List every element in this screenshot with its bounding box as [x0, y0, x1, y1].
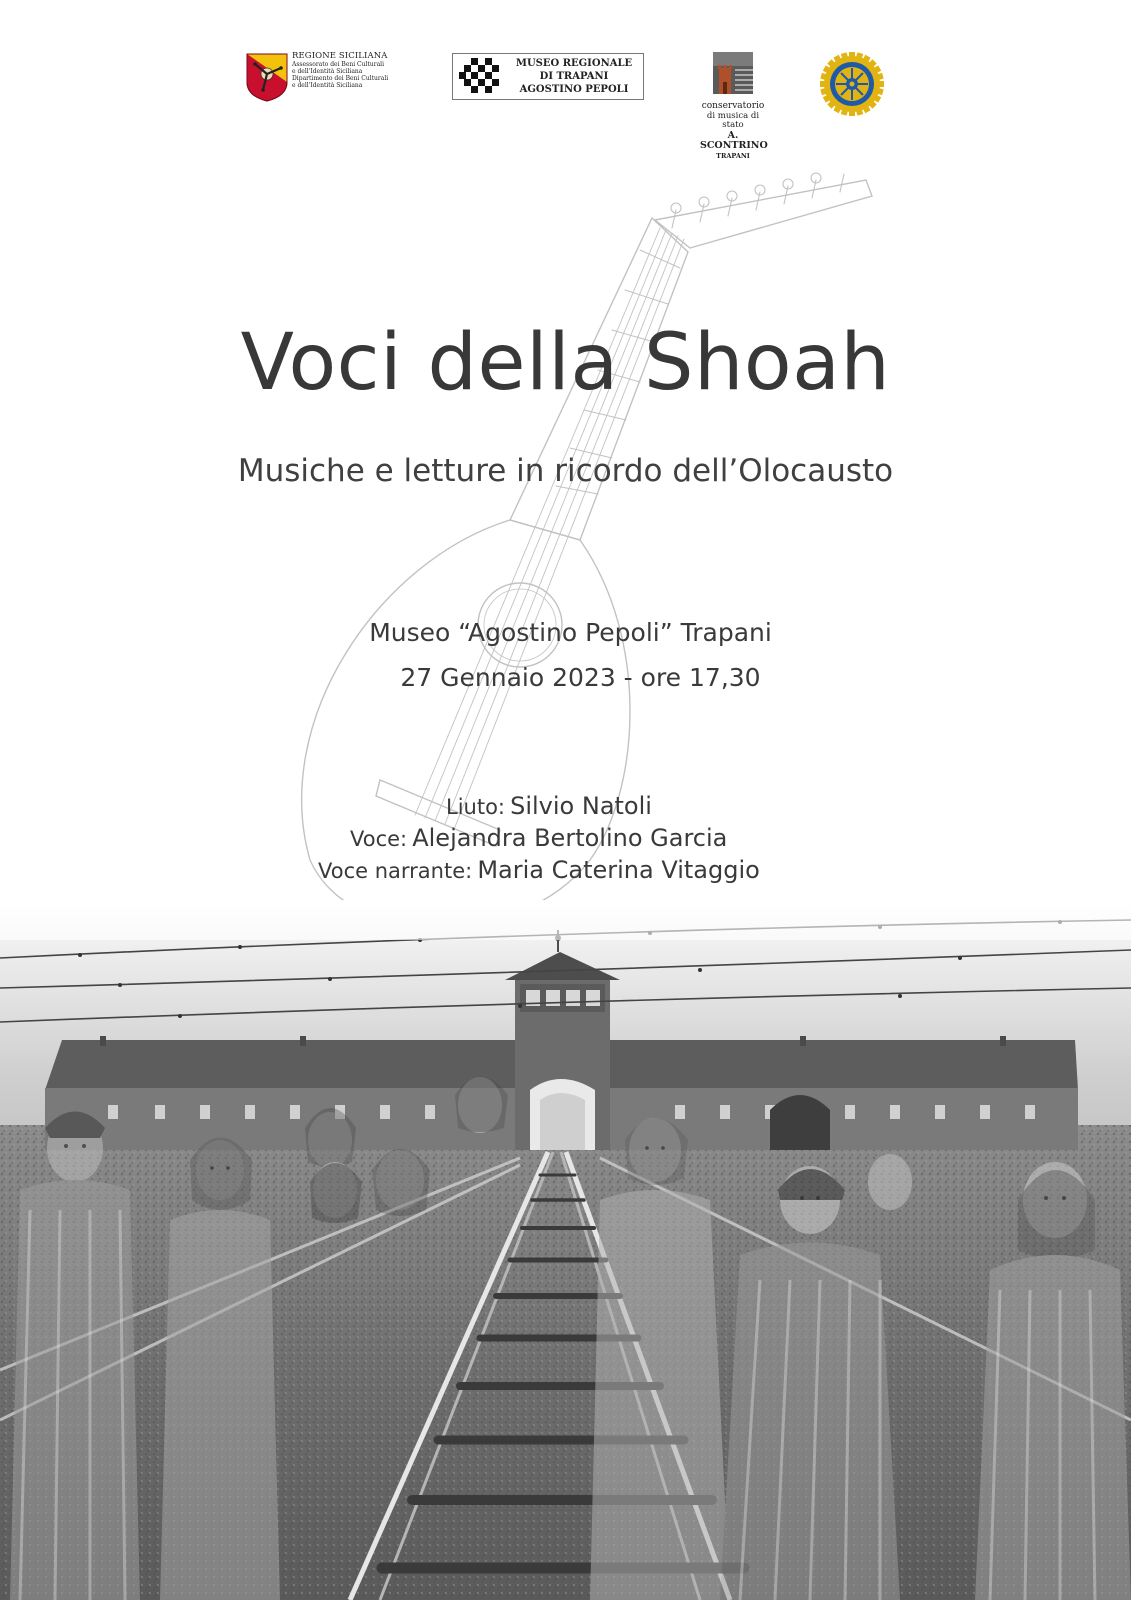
museo-logo-line: AGOSTINO PEPOLI: [519, 84, 629, 95]
credit-role: Liuto:: [446, 795, 506, 819]
credit-name: Silvio Natoli: [510, 792, 652, 820]
region-line: e dell'Identità Siciliana: [292, 67, 363, 75]
region-line: e dell'Identità Siciliana: [292, 81, 363, 89]
event-date: 27 Gennaio 2023 - ore 17,30: [400, 663, 761, 692]
region-line: Assessorato dei Beni Culturali: [292, 60, 384, 68]
event-subtitle: Musiche e letture in ricordo dell’Olocausto: [237, 453, 894, 489]
museo-pepoli-logo: [452, 53, 644, 100]
trinacria-shield-icon: [245, 52, 289, 102]
regione-siciliana-logo: [245, 52, 395, 104]
conservatorio-city: TRAPANI: [716, 152, 750, 161]
credit-narrator: [318, 856, 760, 884]
checker-pattern-icon: [459, 58, 503, 96]
credit-name: Maria Caterina Vitaggio: [477, 856, 760, 884]
credit-name: Alejandra Bertolino Garcia: [412, 824, 728, 852]
conservatorio-logo: [700, 52, 768, 161]
region-line: Dipartimento dei Beni Culturali: [292, 74, 389, 82]
rotary-logo: [820, 52, 884, 116]
credit-lute: [446, 792, 652, 820]
event-venue: Museo “Agostino Pepoli” Trapani: [369, 618, 772, 647]
museo-logo-line: DI TRAPANI: [539, 71, 609, 82]
memorial-photo: [0, 900, 1131, 1600]
conservatorio-line: conservatorio: [701, 101, 765, 111]
credit-role: Voce:: [350, 827, 408, 851]
credit-voice: [350, 824, 727, 852]
museo-logo-line: MUSEO REGIONALE: [515, 58, 633, 69]
rotary-wheel-icon: [820, 52, 884, 116]
event-title: Voci della Shoah: [240, 318, 891, 408]
conservatorio-line: di musica di stato: [706, 110, 760, 131]
tower-emblem-icon: [713, 52, 753, 94]
region-name: REGIONE SICILIANA: [292, 51, 388, 61]
credit-role: Voce narrante:: [318, 859, 473, 883]
conservatorio-name: A. SCONTRINO: [700, 129, 768, 152]
